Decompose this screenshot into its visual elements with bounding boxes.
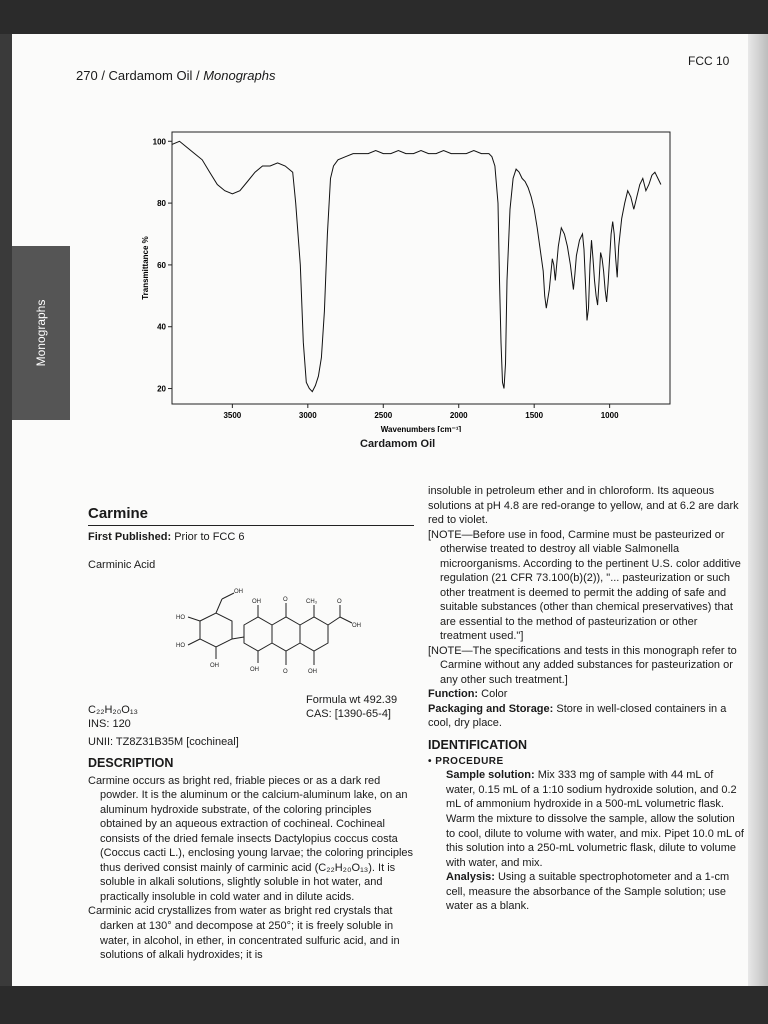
scan-bottom-border [0, 986, 768, 1024]
running-header: 270 / Cardamom Oil / Monographs [76, 68, 276, 83]
x-tick-label: 1500 [525, 411, 544, 420]
y-axis-label: Transmittance % [141, 236, 150, 300]
y-tick-label: 100 [152, 137, 166, 147]
sample-solution-label: Sample solution: [446, 769, 535, 782]
ir-spectrum-chart [136, 126, 680, 432]
y-tick-label: 40 [157, 322, 166, 332]
mol-label-oh-2: OH [252, 598, 261, 605]
sample-solution [428, 768, 744, 870]
page-fold-edge [748, 34, 768, 986]
mol-label-oh-acid: OH [352, 622, 361, 629]
mol-label-oh-1: OH [210, 662, 219, 669]
plot-frame [172, 132, 670, 404]
function-line [428, 687, 744, 702]
edition-label: FCC 10 [688, 54, 730, 68]
packaging-label: Packaging and Storage: [428, 702, 554, 715]
mol-label-oh-top: OH [234, 588, 243, 595]
packaging-line [428, 702, 744, 731]
first-published [88, 530, 414, 545]
description-paragraph-2: Carminic acid crystallizes from water as bright red crystals that darken at 130° and decompose at 250°; it is freely soluble in water, in alcohol, in ether, in concentrated sulfuric acid, and in solutions of alkali hydroxides; it is [88, 905, 400, 962]
mol-label-oh-3: OH [250, 666, 259, 673]
header-title: Cardamom Oil [108, 68, 193, 83]
solubility-continued: insoluble in petroleum ether and in chloroform. Its aqueous solutions at pH 4.8 are red-orange to yellow, and at 6.2 are dark red to violet. [428, 485, 739, 527]
formula-block [88, 693, 414, 739]
mol-label-ho-2: HO [176, 642, 185, 649]
analysis [428, 870, 744, 914]
first-published-label: First Published: [88, 530, 172, 543]
unii-number: UNII: TZ8Z31B35M [cochineal] [88, 735, 239, 748]
left-column [88, 504, 414, 963]
figure-caption: Cardamom Oil [360, 438, 436, 450]
analysis-text: Using a suitable spectrophotometer and a 1-cm cell, measure the absorbance of the Sample solution; use water as a blank. [446, 871, 730, 913]
scan-left-border [0, 34, 12, 986]
formula-right [306, 693, 397, 722]
note-pasteurization: [NOTE—Before use in food, Carmine must be pasteurized or otherwise treated to destroy all viable Salmonella microorganisms. According to the pertinent U.S. color additive regulation (21 CFR 73.100(b)(2)), "... pasteurization or such other treatment is deemed to permit the adding of safe and suitable substances (other than chemical preservatives) that are essential to the method of pasteurization or other treatment used."] [428, 528, 741, 643]
x-tick-label: 2500 [374, 411, 393, 420]
formula-left [88, 703, 138, 732]
mol-label-ch3: CH₃ [306, 598, 318, 605]
formula-weight: Formula wt 492.39 [306, 693, 398, 706]
molecular-formula: C₂₂H₂₀O₁₃ [88, 703, 139, 716]
spectrum-line [172, 141, 661, 391]
function-value: Color [481, 688, 508, 701]
mol-label-o-top: O [283, 596, 288, 603]
y-tick-label: 60 [157, 260, 166, 270]
x-tick-label: 1000 [600, 411, 619, 420]
note-specifications: [NOTE—The specifications and tests in this monograph refer to Carmine without any added substances for pasteurization or any other such treatment.] [428, 644, 737, 686]
procedure-label: • PROCEDURE [428, 756, 504, 768]
mol-label-o-bottom: O [283, 668, 288, 675]
y-tick-label: 20 [157, 384, 166, 394]
carminic-acid-structure [88, 581, 414, 689]
y-tick-label: 80 [157, 199, 166, 209]
monograph-title: Carmine [88, 504, 414, 526]
analysis-label: Analysis: [446, 871, 495, 884]
structure-diagram [88, 581, 414, 689]
mol-label-ho-1: HO [176, 614, 185, 621]
first-published-value: Prior to FCC 6 [174, 530, 245, 543]
synonym: Carminic Acid [88, 559, 156, 572]
mol-label-oh-4: OH [308, 668, 317, 675]
section-side-tab [12, 246, 70, 420]
page-number: 270 [76, 68, 98, 83]
ir-spectrum-figure [136, 126, 680, 446]
x-axis-label: Wavenumbers [cm⁻¹] [380, 425, 462, 432]
side-tab-label: Monographs [34, 299, 48, 367]
description-heading: DESCRIPTION [88, 756, 174, 771]
x-tick-label: 3500 [223, 411, 242, 420]
right-column [428, 484, 744, 914]
sample-solution-text: Mix 333 mg of sample with 44 mL of water, 0.15 mL of a 1:10 sodium hydroxide solution, and 0.2 mL of ammonium hydroxide in a 500-mL volumetric flask. Warm the mixture to dissolve the sample, allow the solution to cool, dilute to volume with water, and mix. Pipet 10.0 mL of this solution into a 250-mL volumetric flask, dilute to volume with water, and mix. [446, 769, 744, 869]
header-section: Monographs [203, 68, 276, 83]
x-tick-label: 2000 [449, 411, 468, 420]
identification-heading: IDENTIFICATION [428, 737, 528, 752]
x-tick-label: 3000 [298, 411, 317, 420]
function-label: Function: [428, 688, 479, 701]
cas-number: CAS: [1390-65-4] [306, 708, 391, 721]
mol-label-o-acid: O [337, 598, 342, 605]
ins-number: INS: 120 [88, 718, 131, 731]
description-paragraph-1: Carmine occurs as bright red, friable pieces or as a dark red powder. It is the aluminum or the calcium-aluminum lake, on an aluminum hydroxide substrate, of the coloring principles obtained by an aqueous extraction of cochineal. Cochineal consists of the dried female insects Dactylopius coccus costa (Coccus cacti L.), enclosing young larvae; the coloring principles thus derived consist mainly of carminic acid (C₂₂H₂₀O₁₃). It is soluble in alkali solutions, slightly soluble in hot water, and practically insoluble in cold water and in dilute acids. [88, 774, 414, 903]
packaging-value: Store in well-closed containers in a cool, dry place. [428, 702, 727, 730]
scan-top-border [0, 0, 768, 34]
